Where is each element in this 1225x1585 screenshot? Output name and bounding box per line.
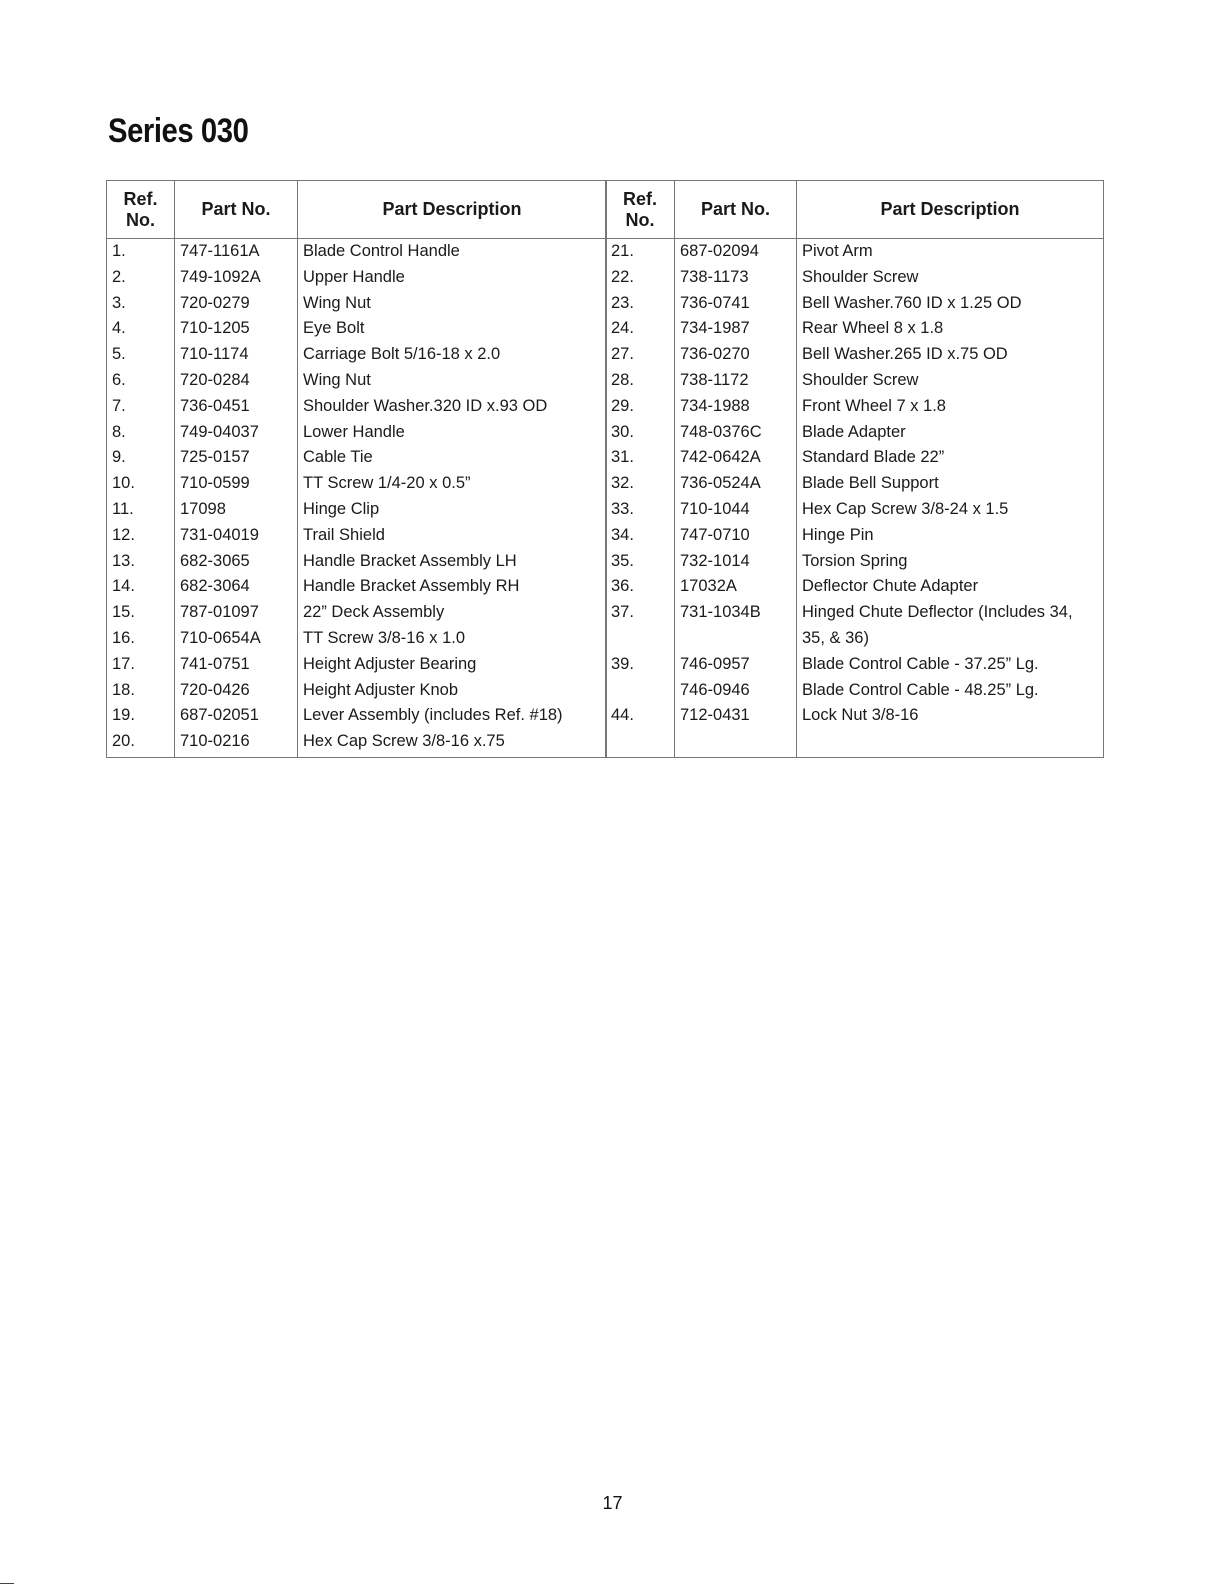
part-description-cell: Blade Control Handle (298, 239, 607, 265)
part-no-cell: 687-02051 (175, 703, 298, 729)
ref-cell: 6. (107, 368, 175, 394)
part-description-cell (797, 729, 1104, 758)
part-no-cell: 736-0451 (175, 394, 298, 420)
table-row (606, 471, 1104, 497)
header-row (606, 181, 1104, 239)
part-description-cell: Blade Bell Support (797, 471, 1104, 497)
ref-cell: 16. (107, 626, 175, 652)
table-row (107, 316, 607, 342)
part-description-cell: Hinge Pin (797, 523, 1104, 549)
table-row (107, 497, 607, 523)
part-description-cell: Shoulder Washer.320 ID x.93 OD (298, 394, 607, 420)
table-row (606, 265, 1104, 291)
part-no-cell: 725-0157 (175, 445, 298, 471)
ref-cell: 7. (107, 394, 175, 420)
table-row (606, 703, 1104, 729)
header-ref-no: Ref. No. (107, 181, 175, 239)
ref-cell: 4. (107, 316, 175, 342)
part-no-cell: 731-1034B (675, 600, 797, 626)
ref-cell: 31. (606, 445, 675, 471)
part-description-cell: Hinged Chute Deflector (Includes 34, (797, 600, 1104, 626)
ref-cell: 14. (107, 574, 175, 600)
part-no-cell: 787-01097 (175, 600, 298, 626)
ref-cell: 15. (107, 600, 175, 626)
part-no-cell: 748-0376C (675, 420, 797, 446)
part-no-cell: 746-0946 (675, 678, 797, 704)
ref-cell (606, 678, 675, 704)
header-ref-no: Ref. No. (606, 181, 675, 239)
table-row (107, 342, 607, 368)
part-description-cell: Blade Control Cable - 48.25” Lg. (797, 678, 1104, 704)
part-no-cell: 734-1987 (675, 316, 797, 342)
part-no-cell: 710-0216 (175, 729, 298, 758)
part-description-cell: Height Adjuster Bearing (298, 652, 607, 678)
header-part-no: Part No. (675, 181, 797, 239)
ref-cell: 12. (107, 523, 175, 549)
part-no-cell: 720-0279 (175, 291, 298, 317)
part-no-cell: 710-0599 (175, 471, 298, 497)
table-row (606, 652, 1104, 678)
table-row (107, 239, 607, 265)
part-description-cell: Blade Adapter (797, 420, 1104, 446)
part-description-cell: Lever Assembly (includes Ref. #18) (298, 703, 607, 729)
table-row (606, 368, 1104, 394)
part-description-cell: Cable Tie (298, 445, 607, 471)
part-no-cell: 738-1172 (675, 368, 797, 394)
part-description-cell: Shoulder Screw (797, 368, 1104, 394)
part-description-cell: Bell Washer.265 ID x.75 OD (797, 342, 1104, 368)
part-description-cell: Upper Handle (298, 265, 607, 291)
part-no-cell: 746-0957 (675, 652, 797, 678)
ref-cell: 23. (606, 291, 675, 317)
part-description-cell: Lock Nut 3/8-16 (797, 703, 1104, 729)
part-no-cell: 749-1092A (175, 265, 298, 291)
part-description-cell: Eye Bolt (298, 316, 607, 342)
table-row (107, 574, 607, 600)
table-row (606, 497, 1104, 523)
part-description-cell: Rear Wheel 8 x 1.8 (797, 316, 1104, 342)
part-no-cell: 749-04037 (175, 420, 298, 446)
scan-mark (0, 1580, 14, 1584)
ref-cell: 13. (107, 549, 175, 575)
page-title: Series 030 (108, 112, 249, 150)
table-row (606, 574, 1104, 600)
table-row (107, 394, 607, 420)
ref-cell: 35. (606, 549, 675, 575)
table-row (107, 626, 607, 652)
header-part-description: Part Description (797, 181, 1104, 239)
ref-cell: 28. (606, 368, 675, 394)
part-no-cell: 710-1205 (175, 316, 298, 342)
part-no-cell (675, 626, 797, 652)
part-no-cell: 682-3064 (175, 574, 298, 600)
header-part-no: Part No. (175, 181, 298, 239)
table-row (107, 265, 607, 291)
part-no-cell: 720-0284 (175, 368, 298, 394)
table-row (606, 316, 1104, 342)
table-row (107, 420, 607, 446)
table-row (606, 626, 1104, 652)
ref-cell (606, 626, 675, 652)
ref-cell: 11. (107, 497, 175, 523)
part-description-cell: Torsion Spring (797, 549, 1104, 575)
part-description-cell: Bell Washer.760 ID x 1.25 OD (797, 291, 1104, 317)
part-description-cell: Shoulder Screw (797, 265, 1104, 291)
ref-cell: 20. (107, 729, 175, 758)
part-description-cell: Carriage Bolt 5/16-18 x 2.0 (298, 342, 607, 368)
header-part-description: Part Description (298, 181, 607, 239)
ref-cell: 9. (107, 445, 175, 471)
ref-cell: 2. (107, 265, 175, 291)
part-no-cell: 682-3065 (175, 549, 298, 575)
table-row (606, 523, 1104, 549)
ref-cell: 17. (107, 652, 175, 678)
table-row (107, 678, 607, 704)
part-no-cell: 734-1988 (675, 394, 797, 420)
part-no-cell: 747-0710 (675, 523, 797, 549)
part-no-cell: 736-0741 (675, 291, 797, 317)
table-row (107, 471, 607, 497)
part-description-cell: Front Wheel 7 x 1.8 (797, 394, 1104, 420)
part-no-cell: 747-1161A (175, 239, 298, 265)
table-row (107, 549, 607, 575)
part-no-cell: 710-1174 (175, 342, 298, 368)
part-no-cell: 736-0270 (675, 342, 797, 368)
part-description-cell: TT Screw 1/4-20 x 0.5” (298, 471, 607, 497)
ref-cell: 18. (107, 678, 175, 704)
table-row (606, 445, 1104, 471)
page-number: 17 (602, 1493, 623, 1513)
table-row (606, 239, 1104, 265)
part-description-cell: Wing Nut (298, 368, 607, 394)
ref-cell: 29. (606, 394, 675, 420)
table-row (606, 600, 1104, 626)
ref-cell: 5. (107, 342, 175, 368)
ref-cell: 8. (107, 420, 175, 446)
table-row (606, 420, 1104, 446)
part-description-cell: TT Screw 3/8-16 x 1.0 (298, 626, 607, 652)
ref-cell: 37. (606, 600, 675, 626)
part-description-cell: Height Adjuster Knob (298, 678, 607, 704)
part-no-cell: 17098 (175, 497, 298, 523)
table-row (107, 523, 607, 549)
ref-cell: 30. (606, 420, 675, 446)
parts-table-left (106, 180, 607, 758)
part-no-cell: 712-0431 (675, 703, 797, 729)
part-description-cell: 35, & 36) (797, 626, 1104, 652)
header-row (107, 181, 607, 239)
ref-cell (606, 729, 675, 758)
part-no-cell: 710-1044 (675, 497, 797, 523)
table-row (606, 729, 1104, 758)
ref-cell: 21. (606, 239, 675, 265)
part-no-cell: 17032A (675, 574, 797, 600)
ref-cell: 3. (107, 291, 175, 317)
ref-cell: 44. (606, 703, 675, 729)
part-description-cell: Hex Cap Screw 3/8-16 x.75 (298, 729, 607, 758)
ref-cell: 34. (606, 523, 675, 549)
part-no-cell: 710-0654A (175, 626, 298, 652)
part-description-cell: Hex Cap Screw 3/8-24 x 1.5 (797, 497, 1104, 523)
table-row (107, 445, 607, 471)
table-row (107, 291, 607, 317)
part-no-cell: 742-0642A (675, 445, 797, 471)
part-description-cell: 22” Deck Assembly (298, 600, 607, 626)
ref-cell: 22. (606, 265, 675, 291)
part-no-cell (675, 729, 797, 758)
part-no-cell: 732-1014 (675, 549, 797, 575)
part-description-cell: Wing Nut (298, 291, 607, 317)
part-no-cell: 687-02094 (675, 239, 797, 265)
part-description-cell: Pivot Arm (797, 239, 1104, 265)
ref-cell: 36. (606, 574, 675, 600)
ref-cell: 33. (606, 497, 675, 523)
table-row (107, 703, 607, 729)
part-description-cell: Standard Blade 22” (797, 445, 1104, 471)
part-no-cell: 741-0751 (175, 652, 298, 678)
part-description-cell: Deflector Chute Adapter (797, 574, 1104, 600)
part-no-cell: 731-04019 (175, 523, 298, 549)
ref-cell: 10. (107, 471, 175, 497)
table-row (606, 549, 1104, 575)
table-row (107, 652, 607, 678)
table-row (606, 291, 1104, 317)
table-row (606, 394, 1104, 420)
part-description-cell: Handle Bracket Assembly RH (298, 574, 607, 600)
parts-table-right (605, 180, 1104, 758)
table-row (606, 678, 1104, 704)
ref-cell: 19. (107, 703, 175, 729)
ref-cell: 27. (606, 342, 675, 368)
ref-cell: 24. (606, 316, 675, 342)
part-description-cell: Lower Handle (298, 420, 607, 446)
part-description-cell: Handle Bracket Assembly LH (298, 549, 607, 575)
table-row (107, 600, 607, 626)
part-description-cell: Trail Shield (298, 523, 607, 549)
table-row (107, 368, 607, 394)
table-row (606, 342, 1104, 368)
ref-cell: 1. (107, 239, 175, 265)
part-description-cell: Hinge Clip (298, 497, 607, 523)
table-row (107, 729, 607, 758)
part-description-cell: Blade Control Cable - 37.25” Lg. (797, 652, 1104, 678)
ref-cell: 39. (606, 652, 675, 678)
part-no-cell: 736-0524A (675, 471, 797, 497)
part-no-cell: 720-0426 (175, 678, 298, 704)
ref-cell: 32. (606, 471, 675, 497)
part-no-cell: 738-1173 (675, 265, 797, 291)
